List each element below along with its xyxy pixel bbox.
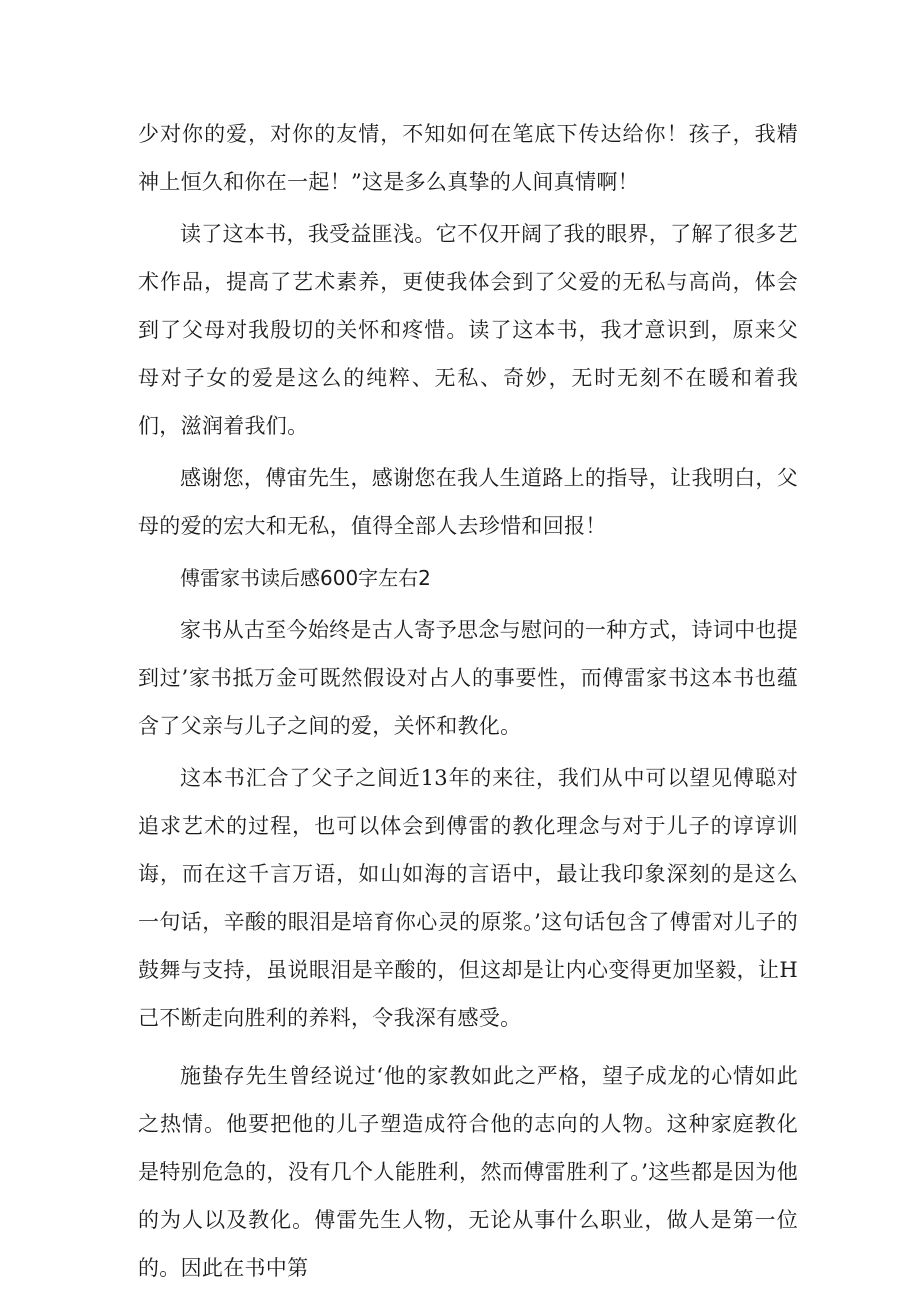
document-body xyxy=(138,110,798,1292)
paragraph-book-summary: 这本书汇合了父子之间近13年的来往，我们从中可以望见傅聪对追求艺术的过程，也可以体会到傅雷的教化理念与对于儿子的谆谆训诲，而在这千言万语，如山如海的言语中，最让我印象深刻的是这么一句话，辛酸的眼泪是培育你心灵的原浆。’这句话包含了傅雷对儿子的鼓舞与支持，虽说眼泪是辛酸的，但这却是让内心变得更加坚毅，让H己不断走向胜利的养料，令我深有感受。 xyxy=(138,766,798,1030)
paragraph-thanks: 感谢您，傅宙先生，感谢您在我人生道路上的指导，让我明白，父母的爱的宏大和无私，值得全部人去珍惜和回报！ xyxy=(138,466,798,538)
paragraph-continued: 少对你的爱，对你的友情，不知如何在笔底下传达给你！孩子，我精神上恒久和你在一起！”这是多么真挚的人间真情啊！ xyxy=(138,122,798,194)
paragraph-quote: 施蛰存先生曾经说过‘他的家教如此之严格，望子成龙的心情如此之热情。他要把他的儿子塑造成符合他的志向的人物。这种家庭教化是特别危急的，没有几个人能胜利，然而傅雷胜利了。’这些都是因为他的为人以及教化。傅雷先生人物，无论从事什么职业，做人是第一位的。因此在书中第 xyxy=(138,1064,798,1280)
section-heading: 傅雷家书读后感600字左右2 xyxy=(180,566,431,590)
paragraph-reflection: 读了这本书，我受益匪浅。它不仅开阔了我的眼界，了解了很多艺术作品，提高了艺术素养，更使我体会到了父爱的无私与高尚，体会到了父母对我殷切的关怀和疼惜。读了这本书，我才意识到，原来父母对子女的爱是这么的纯粹、无私、奇妙，无时无刻不在暖和着我们，滋润着我们。 xyxy=(138,222,798,438)
paragraph-intro: 家书从古至今始终是古人寄予思念与慰问的一种方式，诗词中也提到过’家书抵万金可既然假设对占人的事要性，而傅雷家书这本书也蕴含了父亲与儿子之间的爱，关怀和教化。 xyxy=(138,618,798,738)
